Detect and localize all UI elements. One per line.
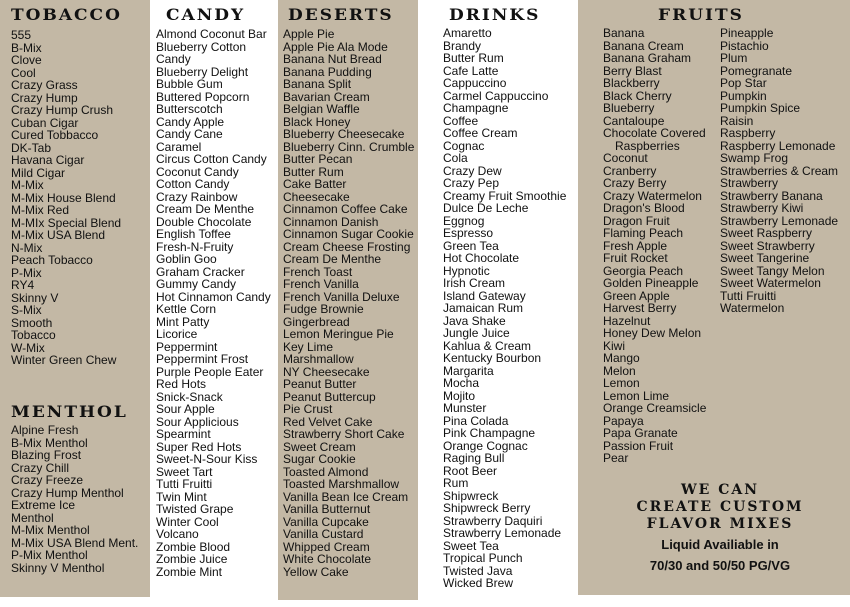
candy-flavor-item: Cream De Menthe	[156, 202, 255, 216]
deserts-heading: DESERTS	[288, 6, 394, 25]
fruit-flavor-item: Strawberry	[720, 176, 779, 190]
candy-flavor-item: English Toffee	[156, 227, 231, 241]
desert-flavor-item: Yellow Cake	[283, 564, 349, 579]
fruit-flavor-item: Coconut	[603, 151, 648, 165]
fruit-flavor-item: Banana Cream	[603, 38, 684, 53]
tobacco-flavor-item: S-Mix	[11, 303, 42, 317]
desert-flavor-item: Lemon Meringue Pie	[283, 327, 394, 341]
drink-flavor-item: Cognac	[443, 138, 485, 153]
candy-flavor-item: Gummy Candy	[156, 277, 237, 291]
tobacco-flavor-item: Smooth	[11, 315, 53, 330]
desert-flavor-item: Blueberry Cinn. Crumble	[283, 139, 415, 154]
desert-flavor-item: Gingerbread	[283, 314, 350, 329]
menthol-flavor-item: P-Mix Menthol	[11, 548, 88, 562]
tobacco-flavor-item: Crazy Hump	[11, 90, 78, 105]
candy-flavor-item: Snick-Snack	[156, 389, 223, 404]
fruit-flavor-item: Strawberry Lemonade	[720, 213, 839, 228]
drink-flavor-item: Tropical Punch	[443, 551, 523, 565]
drink-flavor-item: Green Tea	[443, 238, 499, 253]
fruit-flavor-item: Sweet Tangerine	[720, 251, 810, 265]
tobacco-flavor-item: M-Mix House Blend	[11, 190, 116, 205]
drinks-list	[443, 27, 566, 590]
drink-flavor-item: Mojito	[443, 388, 476, 403]
drink-flavor-item: Sweet Tea	[443, 538, 499, 553]
fruit-flavor-item: Dragon Fruit	[603, 213, 670, 228]
desert-flavor-item: Key Lime	[283, 339, 334, 354]
drink-flavor-item: Creamy Fruit Smoothie	[443, 188, 567, 203]
desert-flavor-item: Marshmallow	[283, 352, 354, 366]
candy-flavor-item: Candy Apple	[156, 114, 225, 129]
drink-flavor-item: Espresso	[443, 226, 494, 240]
menthol-flavor-item: B-Mix Menthol	[11, 435, 88, 450]
candy-flavor-item: Volcano	[156, 527, 199, 541]
fruit-flavor-item: Fruit Rocket	[603, 251, 668, 265]
drink-flavor-item: Coffee Cream	[443, 126, 518, 140]
fruit-flavor-item: Chocolate Covered	[603, 126, 706, 140]
drink-flavor-item: Dulce De Leche	[443, 201, 529, 215]
fruit-flavor-item: Papaya	[603, 413, 644, 428]
desert-flavor-item: Belgian Waffle	[283, 102, 360, 116]
fruit-flavor-item: Tutti Fruitti	[720, 288, 777, 303]
tobacco-heading: TOBACCO	[11, 6, 122, 25]
desert-flavor-item: Black Honey	[283, 114, 351, 129]
desert-flavor-item: French Vanilla	[283, 277, 359, 291]
candy-flavor-item: Peppermint Frost	[156, 352, 249, 366]
deserts-list	[283, 28, 414, 578]
fruit-flavor-item: Swamp Frog	[720, 151, 789, 165]
fruit-flavor-item: Passion Fruit	[603, 438, 674, 453]
fruit-flavor-item: Pineapple	[720, 26, 774, 40]
tobacco-flavor-item: 555	[11, 28, 32, 42]
drink-flavor-item: Cafe Latte	[443, 63, 499, 78]
tobacco-flavor-item: Tobacco	[11, 328, 56, 342]
fruit-flavor-item: Orange Creamsicle	[603, 401, 707, 415]
desert-flavor-item: Cheesecake	[283, 189, 350, 204]
promo-title-line1: WE CAN	[680, 482, 760, 498]
desert-flavor-item: Blueberry Cheesecake	[283, 127, 405, 141]
desert-flavor-item: Vanilla Custard	[283, 527, 364, 541]
candy-flavor-item: Hot Cinnamon Candy	[156, 289, 271, 304]
menthol-flavor-item: Crazy Freeze	[11, 473, 84, 487]
candy-flavor-item: Peppermint	[156, 339, 218, 354]
desert-flavor-item: Banana Split	[283, 77, 352, 91]
candy-flavor-item: Double Chocolate	[156, 214, 252, 229]
candy-flavor-item: Almond Coconut Bar	[156, 27, 267, 41]
tobacco-flavor-item: N-Mix	[11, 240, 43, 255]
candy-flavor-item: Winter Cool	[156, 514, 219, 529]
drink-flavor-item: Java Shake	[443, 313, 506, 328]
fruit-flavor-item: Green Apple	[603, 288, 670, 303]
candy-flavor-item: Bubble Gum	[156, 77, 223, 91]
fruit-flavor-item: Blueberry	[603, 101, 655, 115]
fruit-flavor-item: Pear	[603, 451, 629, 465]
fruit-flavor-item: Pomegranate	[720, 63, 793, 78]
desert-flavor-item: Vanilla Cupcake	[283, 514, 369, 529]
drink-flavor-item: Hot Chocolate	[443, 251, 520, 265]
fruit-flavor-item: Hazelnut	[603, 313, 651, 328]
tobacco-flavor-item: Havana Cigar	[11, 153, 85, 167]
promo-title-line3: FLAVOR MIXES	[646, 516, 794, 532]
fruit-flavor-item: Kiwi	[603, 338, 626, 353]
desert-flavor-item: Butter Rum	[283, 164, 344, 179]
drink-flavor-item: Carmel Cappuccino	[443, 88, 549, 103]
desert-flavor-item: Strawberry Short Cake	[283, 427, 405, 441]
drink-flavor-item: Cola	[443, 151, 468, 165]
fruits-list-col1	[603, 27, 706, 465]
fruit-flavor-item: Sweet Strawberry	[720, 238, 815, 253]
desert-flavor-item: NY Cheesecake	[283, 364, 370, 379]
desert-flavor-item: Apple Pie Ala Mode	[283, 39, 388, 54]
candy-flavor-item: Candy Cane	[156, 127, 223, 141]
desert-flavor-item: Vanilla Butternut	[283, 502, 371, 516]
candy-flavor-item: Licorice	[156, 327, 198, 341]
drink-flavor-item: Champagne	[443, 101, 509, 115]
drink-flavor-item: Jamaican Rum	[443, 301, 524, 315]
desert-flavor-item: Cream Cheese Frosting	[283, 239, 411, 254]
desert-flavor-item: Cinnamon Coffee Cake	[283, 202, 408, 216]
desert-flavor-item: Cream De Menthe	[283, 252, 382, 266]
desert-flavor-item: Banana Nut Bread	[283, 52, 382, 66]
candy-flavor-item: Blueberry Delight	[156, 64, 249, 79]
fruit-flavor-item: Flaming Peach	[603, 226, 684, 240]
fruit-flavor-item: Black Cherry	[603, 88, 672, 103]
tobacco-flavor-item: DK-Tab	[11, 140, 52, 155]
fruit-flavor-item: Sweet Watermelon	[720, 276, 821, 290]
drink-flavor-item: Kahlua & Cream	[443, 338, 532, 353]
fruit-flavor-item: Strawberry Banana	[720, 188, 823, 203]
tobacco-flavor-item: Winter Green Chew	[11, 353, 117, 367]
drink-flavor-item: Island Gateway	[443, 288, 526, 303]
menthol-flavor-item: M-Mix USA Blend Ment.	[11, 535, 139, 550]
tobacco-flavor-item: RY4	[11, 278, 35, 292]
tobacco-flavor-item: Mild Cigar	[11, 165, 66, 180]
desert-flavor-item: Butter Pecan	[283, 152, 353, 166]
drink-flavor-item: Crazy Dew	[443, 163, 502, 178]
candy-flavor-item: Twisted Grape	[156, 502, 234, 516]
drink-flavor-item: Irish Cream	[443, 276, 506, 290]
drink-flavor-item: Shipwreck	[443, 488, 499, 503]
desert-flavor-item: Sugar Cookie	[283, 452, 356, 466]
fruit-flavor-item: Pop Star	[720, 76, 767, 90]
drink-flavor-item: Jungle Juice	[443, 326, 510, 340]
tobacco-flavor-item: M-Mix Red	[11, 203, 70, 217]
desert-flavor-item: French Vanilla Deluxe	[283, 289, 400, 304]
drink-flavor-item: Twisted Java	[443, 563, 513, 578]
tobacco-flavor-item: M-Mix	[11, 178, 44, 192]
tobacco-flavor-item: M-MIx Special Blend	[11, 215, 122, 230]
desert-flavor-item: Sweet Cream	[283, 439, 356, 454]
candy-flavor-item: Sour Apple	[156, 402, 215, 416]
menthol-heading: MENTHOL	[11, 403, 128, 422]
desert-flavor-item: Apple Pie	[283, 27, 335, 41]
fruit-flavor-item: Sweet Raspberry	[720, 226, 813, 240]
fruit-flavor-item: Berry Blast	[603, 63, 662, 78]
drink-flavor-item: Butter Rum	[443, 51, 504, 65]
tobacco-flavor-item: Crazy Hump Crush	[11, 103, 114, 117]
menthol-flavor-item: Alpine Fresh	[11, 423, 79, 437]
candy-flavor-item: Goblin Goo	[156, 252, 217, 266]
fruit-flavor-item: Crazy Watermelon	[603, 188, 702, 203]
menthol-flavor-item: Crazy Chill	[11, 460, 70, 475]
promo-subtitle-line1: Liquid Availiable in	[661, 537, 779, 552]
drink-flavor-item: Strawberry Lemonade	[443, 526, 562, 540]
drink-flavor-item: Crazy Pep	[443, 176, 500, 190]
drink-flavor-item: Orange Cognac	[443, 438, 528, 453]
desert-flavor-item: Red Velvet Cake	[283, 414, 373, 429]
desert-flavor-item: Peanut Buttercup	[283, 389, 376, 404]
desert-flavor-item: Toasted Almond	[283, 464, 369, 479]
fruit-flavor-item: Raspberry Lemonade	[720, 138, 836, 153]
fruit-flavor-item: Banana	[603, 26, 645, 40]
drink-flavor-item: Hypnotic	[443, 263, 490, 278]
drink-flavor-item: Munster	[443, 401, 487, 415]
fruit-flavor-item: Raisin	[720, 113, 754, 128]
fruit-flavor-item: Lemon	[603, 376, 640, 390]
drink-flavor-item: Amaretto	[443, 26, 492, 40]
desert-flavor-item: French Toast	[283, 264, 353, 279]
fruit-flavor-item: Cranberry	[603, 163, 657, 178]
tobacco-flavor-item: Crazy Grass	[11, 78, 78, 92]
candy-flavor-item: Graham Cracker	[156, 264, 245, 279]
tobacco-flavor-item: Peach Tobacco	[11, 253, 93, 267]
drink-flavor-item: Mocha	[443, 376, 480, 390]
fruit-flavor-item: Banana Graham	[603, 51, 692, 65]
desert-flavor-item: Fudge Brownie	[283, 302, 364, 316]
desert-flavor-item: Toasted Marshmallow	[283, 477, 400, 491]
drinks-heading: DRINKS	[449, 6, 541, 25]
candy-flavor-item: Tutti Fruitti	[156, 477, 213, 491]
promo-title-line2: CREATE CUSTOM	[636, 499, 804, 515]
fruit-flavor-item: Golden Pineapple	[603, 276, 699, 290]
tobacco-flavor-item: M-Mix USA Blend	[11, 228, 106, 242]
fruit-flavor-item: Pistachio	[720, 38, 769, 53]
fruit-flavor-item: Strawberry Kiwi	[720, 201, 804, 215]
menthol-flavor-item: Blazing Frost	[11, 448, 82, 462]
desert-flavor-item: Whipped Cream	[283, 539, 370, 554]
desert-flavor-item: Banana Pudding	[283, 64, 372, 79]
candy-flavor-item: Blueberry Cotton	[156, 39, 247, 54]
fruit-flavor-item: Cantaloupe	[603, 113, 665, 128]
menthol-flavor-item: Crazy Hump Menthol	[11, 485, 124, 500]
tobacco-flavor-item: P-Mix	[11, 265, 42, 280]
candy-flavor-item: Kettle Corn	[156, 302, 217, 316]
candy-flavor-item: Sour Applicious	[156, 414, 239, 429]
fruit-flavor-item: Mango	[603, 351, 640, 365]
tobacco-flavor-item: B-Mix	[11, 40, 42, 55]
candy-flavor-item: Twin Mint	[156, 489, 207, 504]
tobacco-flavor-item: Cuban Cigar	[11, 115, 79, 130]
candy-flavor-item: Caramel	[156, 139, 202, 154]
candy-flavor-item: Butterscotch	[156, 102, 223, 116]
tobacco-list	[11, 29, 121, 367]
fruits-heading: FRUITS	[658, 6, 744, 25]
desert-flavor-item: Vanilla Bean Ice Cream	[283, 489, 409, 504]
desert-flavor-item: Bavarian Cream	[283, 89, 370, 104]
desert-flavor-item: Cinnamon Danish	[283, 214, 379, 229]
drink-flavor-item: Shipwreck Berry	[443, 501, 531, 515]
desert-flavor-item: White Chocolate	[283, 552, 372, 566]
fruit-flavor-item: Georgia Peach	[603, 263, 684, 278]
tobacco-flavor-item: Cool	[11, 65, 36, 80]
candy-flavor-item: Mint Patty	[156, 314, 210, 329]
candy-heading: CANDY	[166, 6, 246, 25]
fruit-flavor-item: Pumpkin Spice	[720, 101, 801, 115]
candy-flavor-item: Sweet-N-Sour Kiss	[156, 452, 258, 466]
fruit-flavor-item: Strawberries & Cream	[720, 163, 839, 178]
drink-flavor-item: Raging Bull	[443, 451, 505, 465]
drink-flavor-item: Pink Champagne	[443, 426, 536, 440]
fruit-flavor-item: Lemon Lime	[603, 388, 670, 403]
desert-flavor-item: Peanut Butter	[283, 377, 357, 391]
drink-flavor-item: Brandy	[443, 38, 482, 53]
drink-flavor-item: Margarita	[443, 363, 494, 378]
fruit-flavor-item: Sweet Tangy Melon	[720, 263, 825, 278]
candy-flavor-item: Cotton Candy	[156, 177, 230, 191]
fruit-flavor-item: Harvest Berry	[603, 301, 677, 315]
menthol-flavor-item: M-Mix Menthol	[11, 523, 90, 537]
drink-flavor-item: Cappuccino	[443, 76, 507, 90]
drink-flavor-item: Wicked Brew	[443, 576, 514, 590]
candy-flavor-item: Coconut Candy	[156, 164, 239, 179]
tobacco-flavor-item: Cured Tobbacco	[11, 128, 99, 142]
candy-flavor-item: Red Hots	[156, 377, 207, 391]
fruit-flavor-item: Fresh Apple	[603, 238, 668, 253]
fruit-flavor-item: Blackberry	[603, 76, 660, 90]
menthol-flavor-item: Skinny V Menthol	[11, 560, 105, 575]
fruit-flavor-item: Pumpkin	[720, 88, 767, 103]
drink-flavor-item: Root Beer	[443, 463, 498, 478]
fruit-flavor-item: Dragon's Blood	[603, 201, 685, 215]
candy-list	[156, 28, 271, 578]
candy-flavor-item: Buttered Popcorn	[156, 89, 250, 104]
promo-subtitle-line2: 70/30 and 50/50 PG/VG	[649, 558, 791, 573]
candy-flavor-item: Zombie Mint	[156, 564, 223, 579]
candy-flavor-item: Super Red Hots	[156, 439, 242, 454]
candy-flavor-item: Sweet Tart	[156, 464, 213, 479]
candy-flavor-item: Circus Cotton Candy	[156, 152, 267, 166]
candy-flavor-item: Purple People Eater	[156, 364, 264, 379]
candy-flavor-item: Fresh-N-Fruity	[156, 239, 234, 254]
candy-flavor-item: Spearmint	[156, 427, 211, 441]
tobacco-flavor-item: Skinny V	[11, 290, 59, 305]
drink-flavor-item: Rum	[443, 476, 469, 490]
drink-flavor-item: Coffee	[443, 113, 479, 128]
menthol-flavor-item: Menthol	[11, 510, 54, 525]
drink-flavor-item: Eggnog	[443, 213, 485, 228]
fruit-flavor-item: Papa Granate	[603, 426, 678, 440]
candy-flavor-item: Zombie Juice	[156, 552, 228, 566]
candy-flavor-item: Zombie Blood	[156, 539, 231, 554]
drink-flavor-item: Pina Colada	[443, 413, 509, 428]
fruit-flavor-item: Crazy Berry	[603, 176, 667, 190]
desert-flavor-item: Cake Batter	[283, 177, 347, 191]
candy-flavor-item: Candy	[156, 52, 191, 66]
drink-flavor-item: Kentucky Bourbon	[443, 351, 542, 365]
tobacco-flavor-item: W-Mix	[11, 340, 45, 355]
menthol-list	[11, 424, 138, 574]
fruit-flavor-item: Honey Dew Melon	[603, 326, 702, 340]
fruit-flavor-item: Watermelon	[720, 301, 785, 315]
fruit-flavor-item: Melon	[603, 363, 636, 378]
candy-flavor-item: Crazy Rainbow	[156, 189, 238, 204]
desert-flavor-item: Pie Crust	[283, 402, 333, 416]
tobacco-flavor-item: Clove	[11, 53, 42, 67]
desert-flavor-item: Cinnamon Sugar Cookie	[283, 227, 414, 241]
fruits-list-col2	[720, 27, 838, 315]
fruit-flavor-item: Plum	[720, 51, 748, 65]
menthol-flavor-item: Extreme Ice	[11, 498, 76, 512]
fruit-flavor-item: Raspberries	[615, 138, 680, 153]
fruit-flavor-item: Raspberry	[720, 126, 776, 140]
drink-flavor-item: Strawberry Daquiri	[443, 513, 543, 528]
